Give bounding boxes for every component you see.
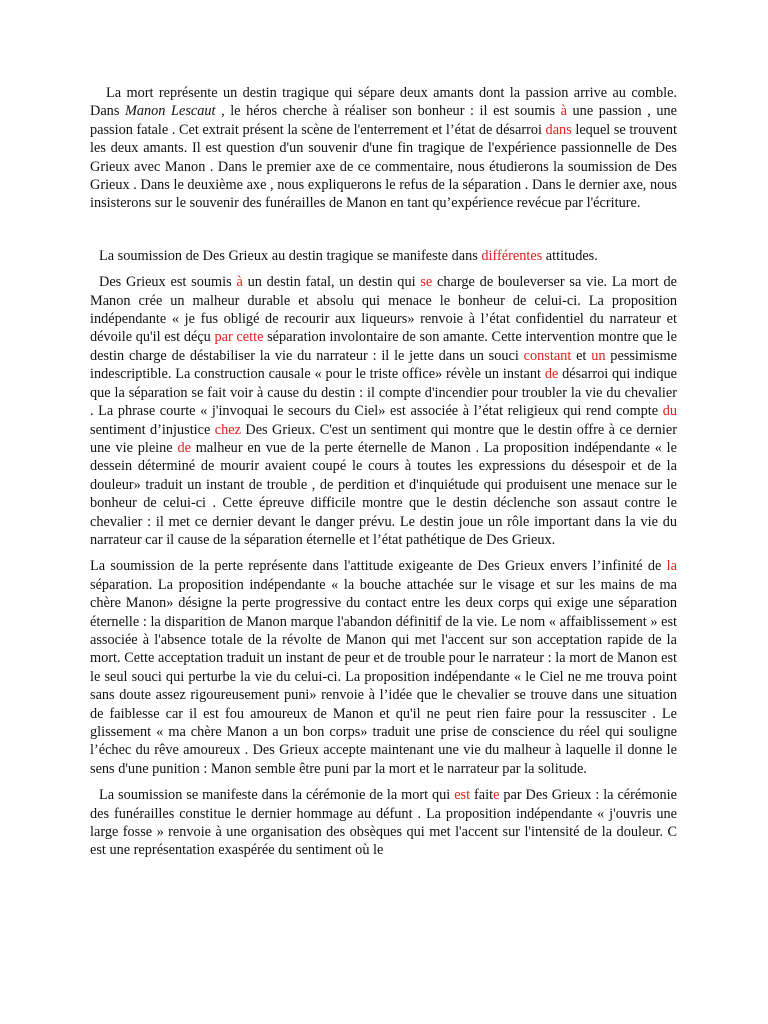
intro-paragraph bbox=[90, 84, 677, 213]
text-run: , le héros cherche à réaliser son bonheur : il est soumis bbox=[215, 103, 561, 120]
highlighted-word: un bbox=[591, 347, 606, 364]
highlighted-word: de bbox=[177, 439, 191, 456]
section-heading-paragraph bbox=[90, 247, 677, 265]
text-run: attitudes. bbox=[542, 247, 598, 264]
highlighted-word: constant bbox=[523, 347, 572, 364]
text-run: une passion , une passion fatale . Cet extrait présent la scène de l'enterrement et l’état de désarroi bbox=[90, 103, 677, 138]
text-run: un destin fatal, un destin qui bbox=[242, 274, 421, 291]
highlighted-word: de bbox=[544, 366, 559, 383]
text-run: Des Grieux. C'est un sentiment qui montre que le destin offre à ce dernier une vie pleine bbox=[90, 421, 677, 456]
highlighted-word: à bbox=[560, 103, 567, 120]
italic-title: Manon Lescaut bbox=[124, 103, 216, 120]
text-run: lequel se trouvent les deux amants. Il est question d'un souvenir d'une fin tragique de l'expérience passionnelle de Des Grieux avec Manon . Dans le premier axe de ce commentaire, nous étudierons la soumission de Des Grieux . Dans le deuxième axe , nous expliquerons le refus de la séparation . Dans le dernier axe, nous insisterons sur le souvenir des funérailles de Manon en tant qu’expérience revécue par l'écriture. bbox=[90, 121, 677, 212]
text-run: désarroi qui indique que la séparation se fait voir à cause du destin : il compte d'incendier pour troubler la vie du chevalier . La phrase courte « j'invoquai le secours du Ciel» est associée à l’état religieux qui rend compte bbox=[90, 366, 677, 420]
text-run: fait bbox=[470, 787, 494, 804]
text-run: sentiment d’injustice bbox=[90, 421, 215, 438]
section-gap bbox=[90, 213, 677, 247]
text-run: par Des Grieux : la cérémonie des funérailles constitue le dernier hommage au défunt . La proposition indépendante « j'ouvris une large fosse » renvoie à une organisation des obsèques qui met l'accent sur l'intensité de la douleur. C est une représentation exaspérée du sentiment où le bbox=[90, 787, 677, 859]
highlighted-word: à bbox=[236, 274, 243, 291]
text-run: La soumission de la perte représente dans l'attitude exigeante de Des Grieux envers l’infinité de bbox=[90, 558, 667, 575]
body-paragraph-2 bbox=[90, 557, 677, 778]
highlighted-word: chez bbox=[214, 421, 241, 438]
highlighted-word: par cette bbox=[214, 329, 264, 346]
highlighted-word: e bbox=[493, 787, 500, 804]
text-run: La soumission se manifeste dans la cérémonie de la mort qui bbox=[99, 787, 455, 804]
text-run: séparation involontaire de son amante. Cette intervention montre que le destin charge de déstabiliser la vie du narrateur : il le jette dans un souci bbox=[90, 329, 677, 364]
highlighted-word: différentes bbox=[481, 247, 543, 264]
text-run: séparation. La proposition indépendante « la bouche attachée sur le visage et sur les mains de ma chère Manon» désigne la perte progressive du contact entre les deux corps qui exige une séparation éternelle : la disparition de Manon marque l'abandon définitif de la vie. Le nom « affaiblissement » est associée à l'absence totale de la révolte de Manon qui met l'accent sur son acceptation rapide de la mort. Cette acceptation traduit un instant de peur et de trouble pour le narrateur : la mort de Manon est le seul souci qui perturbe la vie du celui-ci. La proposition indépendante « le Ciel ne me trouva point sans doute assez rigoureusement puni» renvoie à l’idée que le chevalier se trouve dans une situation de faiblesse car il est fou amoureux de Manon et qu'il ne peut rien faire pour la ressusciter . Le glissement « ma chère Manon a un bon corps» traduit une prise de conscience du réel qui souligne l’échec du rêve amoureux . Des Grieux accepte maintenant une vie du malheur à laquelle il donne le sens d'une punition : Manon semble être puni par la mort et le narrateur par la solitude. bbox=[90, 576, 677, 777]
document-page bbox=[90, 84, 677, 868]
highlighted-word: dans bbox=[545, 121, 572, 138]
text-run: Des Grieux est soumis bbox=[99, 274, 237, 291]
highlighted-word: est bbox=[454, 787, 471, 804]
body-paragraph-1 bbox=[90, 273, 677, 549]
body-paragraph-3 bbox=[90, 786, 677, 860]
text-run: charge de bouleverser sa vie. La mort de Manon crée un malheur durable et absolu qui menace le bonheur de celui-ci. La proposition indépendante « je fus obligé de recourir aux liqueurs» renvoie à l’état confidentiel du narrateur et dévoile qu'il est déçu bbox=[90, 274, 678, 346]
highlighted-word: la bbox=[666, 558, 677, 575]
highlighted-word: du bbox=[662, 403, 677, 420]
text-run: La mort représente un destin tragique qui sépare deux amants dont la passion arrive au comble. Dans bbox=[90, 85, 677, 120]
text-run: et bbox=[571, 347, 592, 364]
text-run: malheur en vue de la perte éternelle de Manon . La proposition indépendante « le dessein déterminé de mourir avaient coupé le cours à toutes les expressions du désespoir et de la douleur» traduit un instant de trouble , de perdition et d'inquiétude qui produisent une menace sur le bonheur de celui-ci . Cette épreuve difficile montre que le destin déclenche son assaut contre le chevalier : il met ce dernier devant le danger prévu. Le destin joue un rôle important dans la vie du narrateur car il cause de la séparation éternelle et l’état pathétique de Des Grieux. bbox=[90, 439, 678, 548]
text-run: La soumission de Des Grieux au destin tragique se manifeste dans bbox=[99, 247, 482, 264]
highlighted-word: se bbox=[420, 274, 433, 291]
text-run: pessimisme indescriptible. La construction causale « pour le triste office» révèle un instant bbox=[90, 347, 678, 383]
